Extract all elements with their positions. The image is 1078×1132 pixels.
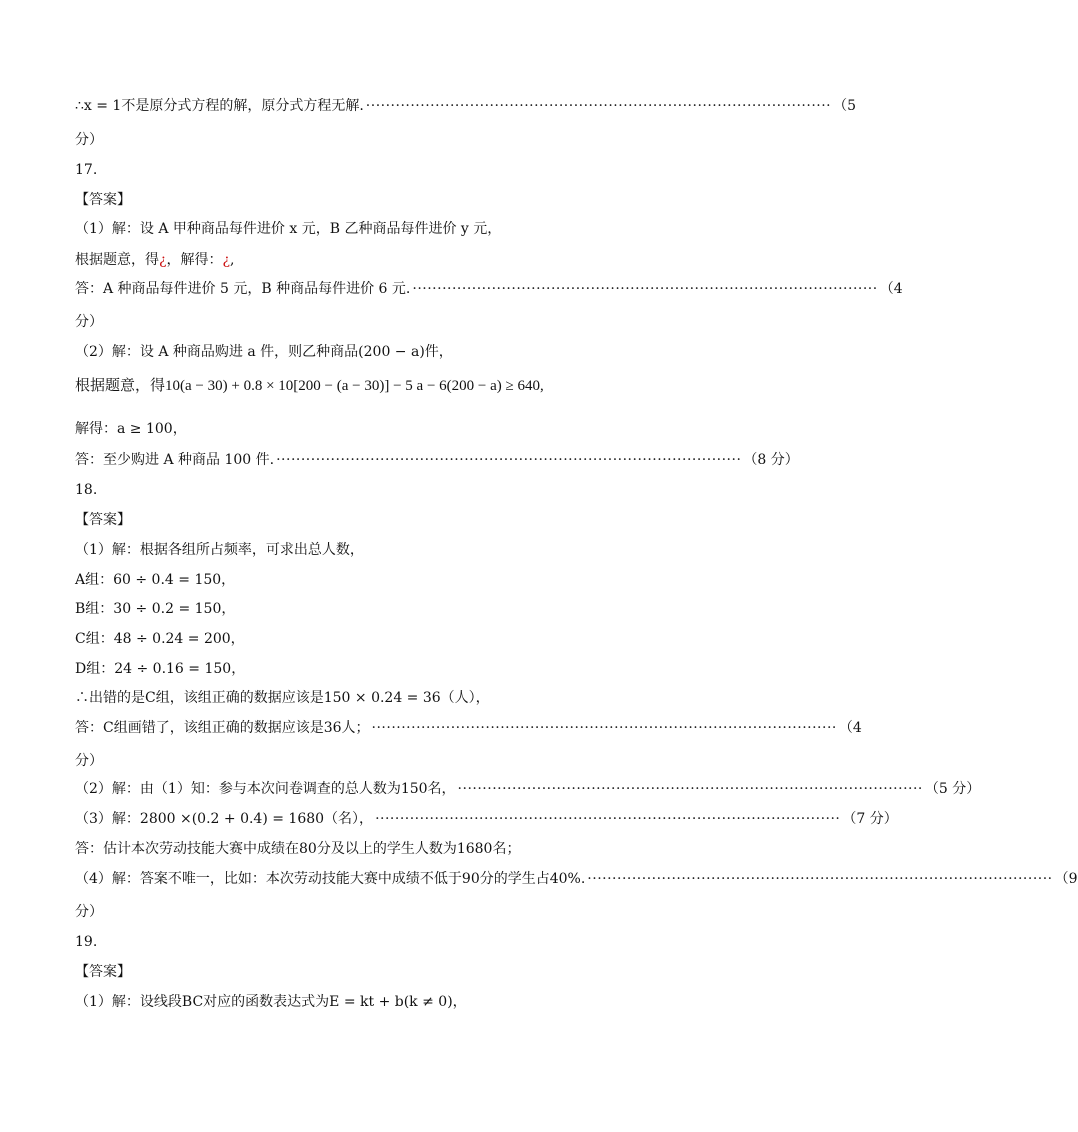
- leader-dots: ······························································································: [371, 720, 837, 736]
- answer-heading: [75, 191, 725, 209]
- line-text: ,: [230, 252, 235, 268]
- line-text: 分）: [75, 904, 103, 920]
- line-text: 分）: [75, 753, 103, 769]
- broken-equation-mark: ¿: [159, 252, 167, 268]
- line-text: D组：24 ÷ 0.16 = 150，: [75, 661, 246, 677]
- text-line: [75, 420, 725, 438]
- line-text: ，解得：: [166, 252, 223, 268]
- text-line: [75, 689, 725, 707]
- text-line: [75, 97, 857, 115]
- text-line: [75, 840, 725, 858]
- question-number: [75, 161, 725, 179]
- text-line: [75, 541, 725, 559]
- text-line: [75, 313, 725, 331]
- broken-equation-mark: ¿: [222, 252, 231, 268]
- leader-dots: ······························································································: [375, 811, 841, 827]
- leader-dots: ······························································································: [365, 98, 832, 114]
- text-line: [75, 251, 725, 269]
- line-text: 答：至少购进 A 种商品 100 件.: [75, 452, 275, 468]
- line-text: （1）解：设线段BC对应的函数表达式为E = kt + b(k ≠ 0)，: [75, 994, 467, 1010]
- answer-heading: [75, 511, 725, 529]
- text-line: [75, 571, 725, 589]
- text-line: [75, 780, 981, 798]
- line-text: ∴出错的是C组，该组正确的数据应该是150 × 0.24 = 36（人），: [75, 690, 490, 706]
- text-line: [75, 719, 862, 737]
- line-text: 【答案】: [75, 964, 131, 980]
- text-line: [75, 630, 725, 648]
- line-text: C组：48 ÷ 0.24 = 200，: [75, 631, 245, 647]
- question-number: [75, 481, 725, 499]
- leader-dots: ······························································································: [587, 871, 1053, 887]
- text-line: [75, 810, 898, 828]
- text-line: [75, 600, 725, 618]
- score-label: （8 分）: [743, 452, 799, 468]
- text-line: [75, 752, 725, 770]
- text-line: [75, 343, 725, 361]
- score-label: （5 分）: [924, 781, 981, 797]
- line-text: 【答案】: [75, 192, 131, 208]
- question-number: [75, 933, 725, 951]
- line-text: ∴x = 1不是原分式方程的解，原分式方程无解.: [75, 98, 364, 114]
- line-text: 答：A 种商品每件进价 5 元，B 种商品每件进价 6 元.: [75, 281, 411, 297]
- text-line: [75, 131, 725, 149]
- line-text: （1）解：设 A 甲种商品每件进价 x 元，B 乙种商品每件进价 y 元，: [75, 221, 502, 237]
- line-text: 答：估计本次劳动技能大赛中成绩在80分及以上的学生人数为1680名；: [75, 841, 521, 857]
- leader-dots: ······························································································: [412, 281, 878, 297]
- line-text: 18.: [75, 482, 98, 498]
- score-label: （7 分）: [842, 811, 898, 827]
- line-text: 17.: [75, 162, 98, 178]
- line-text: （1）解：根据各组所占频率，可求出总人数，: [75, 542, 364, 558]
- line-text: 根据题意，得: [75, 252, 159, 268]
- score-label: （4: [879, 281, 903, 297]
- leader-dots: ······························································································: [457, 781, 923, 797]
- line-text: 【答案】: [75, 512, 131, 528]
- text-line: [75, 220, 725, 238]
- score-label: （9: [1054, 871, 1078, 887]
- text-line: [75, 903, 725, 921]
- answer-heading: [75, 963, 725, 981]
- leader-dots: ······························································································: [276, 452, 742, 468]
- line-text: （4）解：答案不唯一，比如：本次劳动技能大赛中成绩不低于90分的学生占40%.: [75, 871, 586, 887]
- score-label: （5: [833, 98, 857, 114]
- line-text: 分）: [75, 314, 103, 330]
- line-text: 答：C组画错了，该组正确的数据应该是36人；: [75, 720, 370, 736]
- line-text: 根据题意，得10(a − 30) + 0.8 × 10[200 − (a − 30)] − 5 a − 6(200 − a) ≥ 640,: [75, 378, 544, 394]
- text-line: [75, 280, 903, 298]
- text-line: [75, 451, 799, 469]
- text-line: [75, 993, 725, 1011]
- line-text: 19.: [75, 934, 98, 950]
- line-text: 分）: [75, 132, 103, 148]
- line-text: B组：30 ÷ 0.2 = 150，: [75, 601, 236, 617]
- text-line: [75, 660, 725, 678]
- equation-line: [75, 376, 725, 396]
- score-label: （4: [838, 720, 862, 736]
- line-text: 解得：a ≥ 100，: [75, 421, 187, 437]
- line-text: A组：60 ÷ 0.4 = 150，: [75, 572, 236, 588]
- text-line: [75, 870, 1078, 888]
- line-text: （2）解：设 A 种商品购进 a 件，则乙种商品(200 − a)件，: [75, 344, 453, 360]
- line-text: （3）解：2800 ×(0.2 + 0.4) = 1680（名），: [75, 811, 374, 827]
- line-text: （2）解：由（1）知：参与本次问卷调查的总人数为150名，: [75, 781, 456, 797]
